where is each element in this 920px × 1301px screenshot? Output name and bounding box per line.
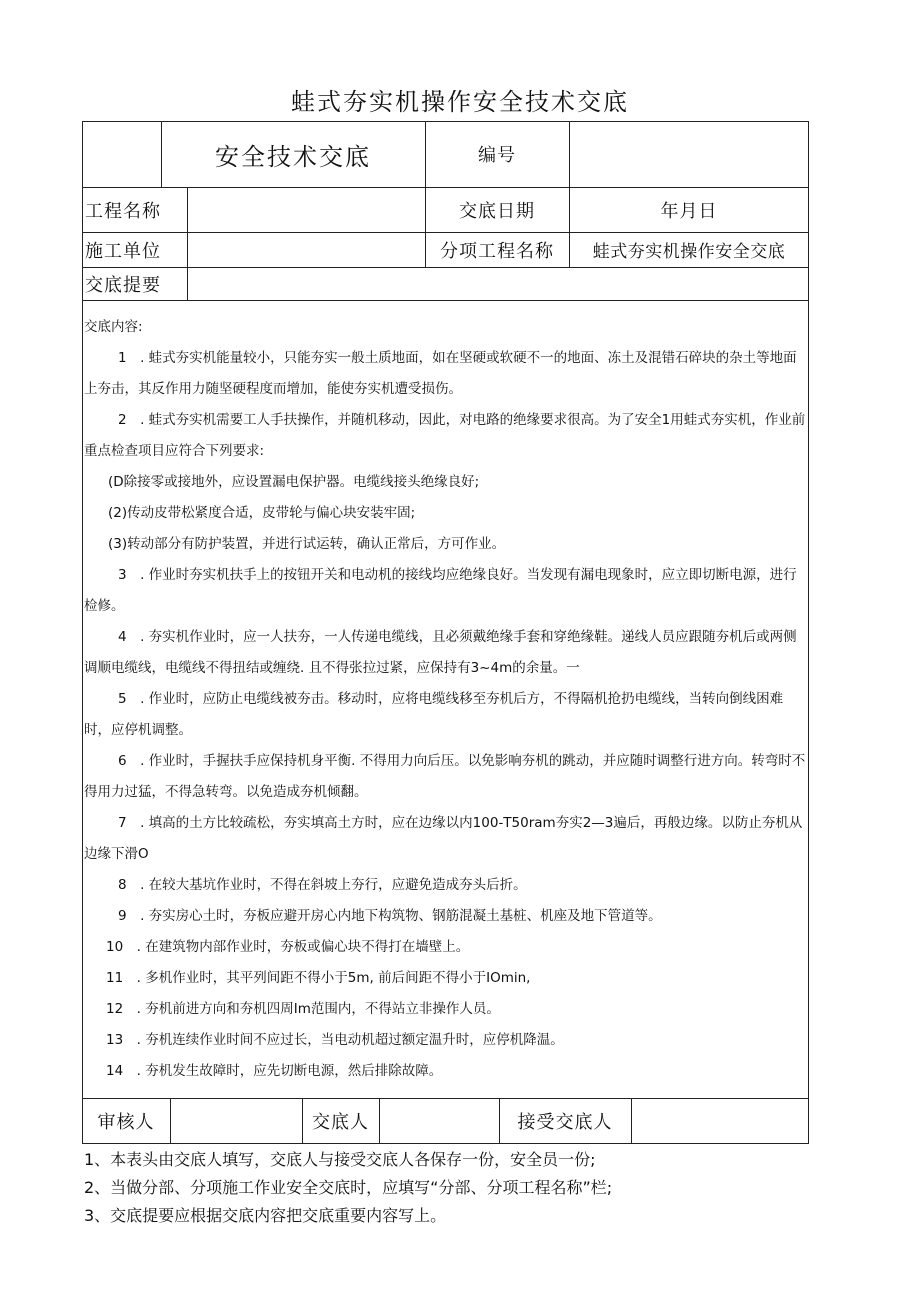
form-heading: 安全技术交底: [215, 142, 371, 171]
content-item-13: 13 . 夯机连续作业时间不应过长，当电动机超过额定温升时，应停机降温。: [106, 1032, 564, 1048]
content-item-3: 3 . 作业时夯实机扶手上的按钮开关和电动机的接线均应绝缘良好。当发现有漏电现象时，应立即切断电源，进行检修。: [84, 567, 797, 614]
reviewer-label: 审核人: [97, 1112, 155, 1133]
content-item-8: 8 . 在较大基坑作业时，不得在斜坡上夯行，应避免造成夯头后折。: [118, 877, 527, 893]
project-name-label: 工程名称: [85, 200, 161, 222]
content-item-1: 1 . 蛙式夯实机能量较小，只能夯实一般土质地面，如在坚硬或软硬不一的地面、冻土及混错石碎块的杂土等地面上夯击，其反作用力随坚硬程度而增加，能使夯实机遭受损伤。: [84, 350, 797, 397]
reviewer-field[interactable]: [170, 1098, 302, 1144]
contractor-field[interactable]: [187, 232, 425, 267]
presenter-label: 交底人: [312, 1112, 369, 1133]
receiver-field[interactable]: [631, 1098, 809, 1144]
project-name-field[interactable]: [187, 187, 425, 232]
receiver-label: 接受交底人: [517, 1112, 613, 1133]
subproject-field[interactable]: 蛙式夯实机操作安全交底: [592, 242, 786, 262]
content-item-4: 4 . 夯实机作业时，应一人扶夯，一人传递电缆线，且必须戴绝缘手套和穿绝缘鞋。递线人员应跟随夯机后或两侧调顺电缆线，电缆线不得扭结或缠绕. 且不得张拉过紧，应保持有3~4m的余量。一: [84, 629, 797, 676]
content-item-2: 2 . 蛙式夯实机需要工人手扶操作，并随机移动，因此，对电路的绝缘要求很高。为了安全1用蛙式夯实机，作业前重点检查项目应符合下列要求:: [84, 412, 806, 459]
summary-label: 交底提要: [85, 274, 161, 296]
disclosure-content: [84, 312, 806, 1087]
footnote-1: 1、本表头由交底人填写，交底人与接受交底人各保存一份，安全员一份;: [84, 1150, 596, 1169]
content-subitem-2: (2)传动皮带松紧度合适，皮带轮与偏心块安装牢固;: [108, 505, 416, 521]
date-field[interactable]: 年月日: [660, 200, 718, 222]
number-field[interactable]: [569, 121, 809, 187]
footnotes: [84, 1146, 612, 1230]
content-item-5: 5 . 作业时，应防止电缆线被夯击。移动时，应将电缆线移至夯机后方，不得隔机抢扔电缆线，当转向倒线困难时，应停机调整。: [84, 691, 784, 738]
presenter-field[interactable]: [379, 1098, 499, 1144]
content-subitem-3: (3)转动部分有防护装置，并进行试运转，确认正常后，方可作业。: [108, 536, 506, 552]
content-item-7: 7 . 填高的土方比较疏松，夯实填高土方时，应在边缘以内100-T50ram夯实2—3遍后，再般边缘。以防止夯机从边缘下滑O: [84, 815, 803, 862]
content-item-6: 6 . 作业时，手握扶手应保持机身平衡. 不得用力向后压。以免影响夯机的跳动，并应随时调整行进方向。转弯时不得用力过猛，不得急转弯。以免造成夯机倾翻。: [84, 753, 806, 800]
content-item-10: 10 . 在建筑物内部作业时，夯板或偏心块不得打在墙壁上。: [106, 939, 470, 955]
subproject-label: 分项工程名称: [440, 240, 554, 262]
content-subitem-1: (D除接零或接地外，应设置漏电保护器。电缆线接头绝缘良好;: [108, 474, 480, 490]
content-item-12: 12 . 夯机前进方向和夯机四周Im范围内，不得站立非操作人员。: [106, 1001, 500, 1017]
date-label: 交底日期: [459, 200, 535, 222]
contractor-label: 施工单位: [85, 240, 161, 262]
content-item-11: 11 . 多机作业时，其平列间距不得小于5m, 前后间距不得小于IOmin,: [106, 970, 531, 986]
content-item-9: 9 . 夯实房心土时，夯板应避开房心内地下构筑物、钢筋混凝土基桩、机座及地下管道等。: [118, 908, 662, 924]
row-divider: [82, 300, 809, 301]
document-title: 蛙式夯实机操作安全技术交底: [291, 88, 629, 116]
number-label: 编号: [478, 145, 516, 166]
summary-field[interactable]: [187, 267, 809, 300]
footnote-2: 2、当做分部、分项施工作业安全交底时，应填写“分部、分项工程名称”栏;: [84, 1178, 613, 1197]
content-heading: 交底内容:: [84, 319, 143, 335]
footnote-3: 3、交底提要应根据交底内容把交底重要内容写上。: [84, 1206, 447, 1225]
content-item-14: 14 . 夯机发生故障时，应先切断电源，然后排除故障。: [106, 1063, 443, 1079]
